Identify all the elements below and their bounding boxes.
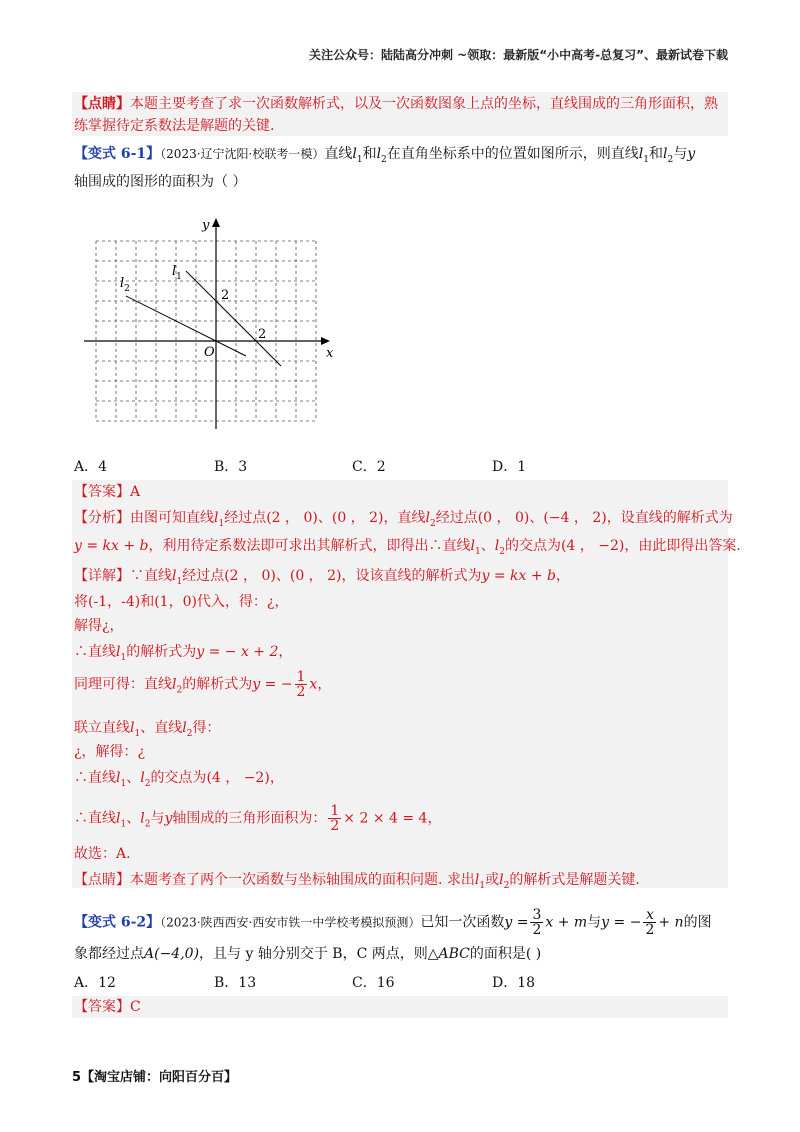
text: ，设直线的解析式为: [606, 510, 733, 526]
numerator: 3: [532, 907, 542, 923]
text: ，直线: [383, 510, 426, 526]
text: ，: [278, 644, 293, 660]
coordinate-graph: [80, 215, 342, 430]
tip-2-line: [74, 870, 640, 896]
denominator: 2: [330, 818, 340, 834]
text: ∴直线: [74, 644, 116, 660]
answer-value: C: [130, 999, 141, 1015]
sub: 1: [120, 652, 127, 663]
line-l2: [126, 296, 246, 356]
sub: 2: [499, 546, 505, 557]
tip-text: 本题主要考查了求一次函数解析式，以及一次函数图象上点的坐标，直线围成的三角形面积，熟: [130, 96, 718, 112]
text: 、: [126, 770, 141, 786]
sub: 1: [134, 728, 141, 739]
l-symbol: l: [376, 146, 382, 162]
l-symbol: l: [494, 538, 500, 554]
text: 联立直线: [74, 720, 130, 736]
page-footer: 5【淘宝店铺：向阳百分百】: [72, 1070, 238, 1085]
question-source: （2023·陕西西安·西安市铁一中学校考模拟预测）: [160, 915, 421, 930]
l-symbol: l: [474, 872, 480, 888]
sub: 2: [176, 685, 183, 696]
text: 象都经过点: [74, 946, 144, 962]
q-text: 和: [362, 146, 377, 162]
point: (2 ， 0): [224, 568, 276, 584]
point: A(−4,0): [144, 946, 200, 962]
sub: 1: [475, 546, 481, 557]
tip-line-2: 练掌握待定系数法是解题的关键.: [74, 118, 275, 134]
text: ，: [269, 770, 284, 786]
y-axis-label: y: [202, 218, 210, 233]
text: 的解析式为: [126, 644, 197, 660]
text: 、: [126, 810, 141, 827]
sub: 2: [186, 728, 193, 739]
text: 经过点: [224, 510, 267, 526]
line-l1: [186, 271, 281, 366]
detail-line-5: [74, 670, 331, 700]
detail-line-6: [74, 718, 220, 744]
sub: 2: [667, 154, 674, 165]
question-6-1-line-1: [74, 144, 695, 170]
detail-line-9: [74, 804, 441, 834]
denominator: 2: [296, 684, 306, 700]
q-text: 在直角坐标系中的位置如图所示，则直线: [386, 146, 639, 162]
text: ，: [427, 810, 442, 827]
sub: 1: [120, 819, 127, 830]
tip-tag: 【点睛】: [74, 872, 130, 888]
sub: 1: [120, 778, 127, 789]
fraction: [328, 804, 341, 833]
option-c: C．2: [352, 459, 386, 475]
point: (4 ， −2): [560, 538, 625, 554]
l-symbol: l: [352, 146, 357, 162]
text: 与: [587, 914, 602, 931]
sub: 2: [429, 518, 436, 529]
detail-line-10: 故选：A.: [74, 846, 131, 862]
fraction: [643, 908, 656, 937]
text: 同理可得：直线: [74, 676, 172, 693]
question-6-2-line-1: [74, 908, 712, 937]
x-axis-arrow: [321, 337, 330, 345]
answer-line-2: [74, 997, 141, 1017]
detail-line-4: [74, 642, 292, 668]
point: (2 ， 0): [266, 510, 318, 526]
detail-tag: 【详解】: [74, 568, 130, 584]
text: 的图: [683, 914, 712, 931]
fraction: [530, 908, 543, 937]
option-d: D．18: [492, 975, 536, 991]
numerator: 1: [296, 669, 306, 685]
l-symbol: l: [182, 720, 187, 736]
text: 已知一次函数: [420, 914, 505, 931]
detail-line-8: [74, 768, 284, 794]
sub: 2: [144, 778, 151, 789]
formula: y = −: [601, 914, 642, 931]
l-symbol: l: [140, 770, 145, 786]
text: 的解析式为: [182, 676, 253, 693]
question-6-2-line-2: [74, 944, 541, 964]
option-c: C．16: [352, 975, 395, 991]
formula: y = kx + b: [481, 568, 557, 584]
l-symbol: l: [663, 146, 668, 162]
text: ，: [317, 676, 332, 693]
text: 经过点: [182, 568, 225, 584]
l-symbol: l: [116, 770, 121, 786]
point: (0 ， 2): [289, 568, 342, 584]
text: 得：: [192, 720, 221, 736]
sub: 1: [176, 576, 183, 587]
point: (−4 ， 2): [543, 510, 607, 526]
numerator: x: [643, 908, 656, 923]
grid: [96, 241, 316, 421]
analysis-line-1: [74, 508, 733, 534]
sub: 2: [503, 880, 510, 891]
text: 与: [150, 810, 165, 827]
text: 、: [317, 510, 332, 526]
detail-line-1: [74, 566, 570, 592]
text: ∵直线: [130, 568, 172, 584]
formula: + n: [658, 914, 684, 931]
l-symbol: l: [172, 568, 177, 584]
formula: × 2 × 4 = 4: [343, 810, 428, 827]
l-symbol: l: [130, 720, 135, 736]
q-text: 直线: [324, 146, 353, 162]
y-symbol: y: [164, 810, 173, 827]
question-tag: 【变式 6-2】: [74, 914, 161, 931]
option-b: B．13: [214, 975, 257, 991]
sub: 1: [643, 154, 649, 165]
question-tag: 【变式 6-1】: [74, 146, 161, 162]
tip-tag: 【点睛】: [74, 96, 130, 112]
l1-label: $l_1$: [172, 264, 182, 282]
text: 、直线: [140, 720, 183, 736]
text: 的解析式是解题关键.: [509, 872, 640, 888]
l-symbol: l: [214, 510, 219, 526]
text: 轴围成的三角形面积为：: [172, 810, 327, 827]
text: ，且与 y 轴分别交于 B，C 两点，则: [199, 946, 428, 962]
sub: 2: [144, 819, 151, 830]
formula: x + m: [545, 914, 588, 931]
text: 或: [485, 872, 500, 888]
tip-line-1: [74, 94, 718, 114]
sub: 1: [356, 154, 363, 165]
l-symbol: l: [172, 676, 177, 693]
text: 由图可知直线: [130, 510, 214, 526]
answer-value: A: [130, 484, 141, 500]
text: ∴直线: [74, 810, 116, 827]
fraction: [295, 670, 308, 699]
l-symbol: l: [470, 538, 475, 554]
numerator: 1: [330, 803, 340, 819]
option-d: D．1: [492, 459, 527, 475]
option-b: B．3: [214, 459, 248, 475]
sub: 1: [218, 518, 225, 529]
point: (4 ， −2): [206, 770, 270, 786]
point: (0 ， 0): [477, 510, 530, 526]
text: 本题考查了两个一次函数与坐标轴围成的面积问题. 求出: [130, 872, 475, 888]
text: 的交点为: [150, 770, 207, 786]
l-symbol: l: [140, 810, 145, 827]
detail-line-7: ¿，解得：¿: [74, 744, 146, 760]
answer-line: [74, 482, 140, 502]
detail-line-3: 解得¿，: [74, 618, 124, 634]
x-axis-label: x: [326, 346, 334, 361]
text: ，利用待定系数法即可求出其解析式，即得出∴直线: [148, 538, 471, 554]
text: ，由此即得出答案.: [624, 538, 741, 554]
formula: y = − x + 2: [196, 644, 279, 660]
text: ，: [556, 568, 571, 584]
formula: y = kx + b: [74, 538, 149, 554]
x-tick-label: 2: [258, 327, 267, 342]
text: 、: [275, 568, 290, 584]
formula: y = −: [252, 676, 293, 693]
y-axis-arrow: [212, 218, 220, 227]
sub: 1: [479, 880, 486, 891]
l-symbol: l: [116, 644, 121, 660]
q-text: 与: [673, 146, 688, 162]
answer-block-2: [72, 996, 728, 1018]
l-symbol: l: [638, 146, 644, 162]
option-a: A．12: [74, 975, 116, 991]
triangle: △ABC: [427, 946, 470, 962]
answer-tag: 【答案】: [74, 484, 130, 500]
y-tick-label: 2: [221, 288, 230, 303]
option-a: A．4: [74, 459, 108, 475]
analysis-tag: 【分析】: [74, 510, 130, 526]
formula: y =: [504, 914, 529, 931]
sub: 2: [381, 154, 387, 165]
text: ∴直线: [74, 770, 116, 786]
question-source: （2023·辽宁沈阳·校联考一模）: [160, 147, 325, 161]
text: 的面积是( ): [469, 946, 542, 962]
text: 经过点: [435, 510, 478, 526]
text: 、: [529, 510, 544, 526]
q-text: 和: [649, 146, 663, 162]
l2-label: $l_2$: [120, 276, 130, 294]
analysis-line-2: [74, 536, 741, 562]
text: ，设该直线的解析式为: [341, 568, 482, 584]
question-6-1-line-2: 轴围成的图形的面积为（ ）: [74, 174, 247, 190]
page-header: 关注公众号：陆陆高分冲刺 ~领取：最新版“小中高考-总复习”、最新试卷下载: [309, 48, 728, 62]
detail-line-2: 将(-1，-4)和(1，0)代入，得：¿，: [74, 594, 289, 610]
text: 、: [480, 538, 495, 554]
denominator: 2: [645, 922, 655, 938]
l-symbol: l: [116, 810, 121, 827]
point: (0 ， 2): [331, 510, 384, 526]
denominator: 2: [532, 922, 542, 938]
l-symbol: l: [425, 510, 430, 526]
formula: x: [309, 676, 318, 693]
answer-tag: 【答案】: [74, 999, 130, 1015]
origin-label: O: [204, 345, 215, 360]
text: 的交点为: [504, 538, 561, 554]
y-symbol: y: [687, 146, 696, 162]
l-symbol: l: [499, 872, 504, 888]
